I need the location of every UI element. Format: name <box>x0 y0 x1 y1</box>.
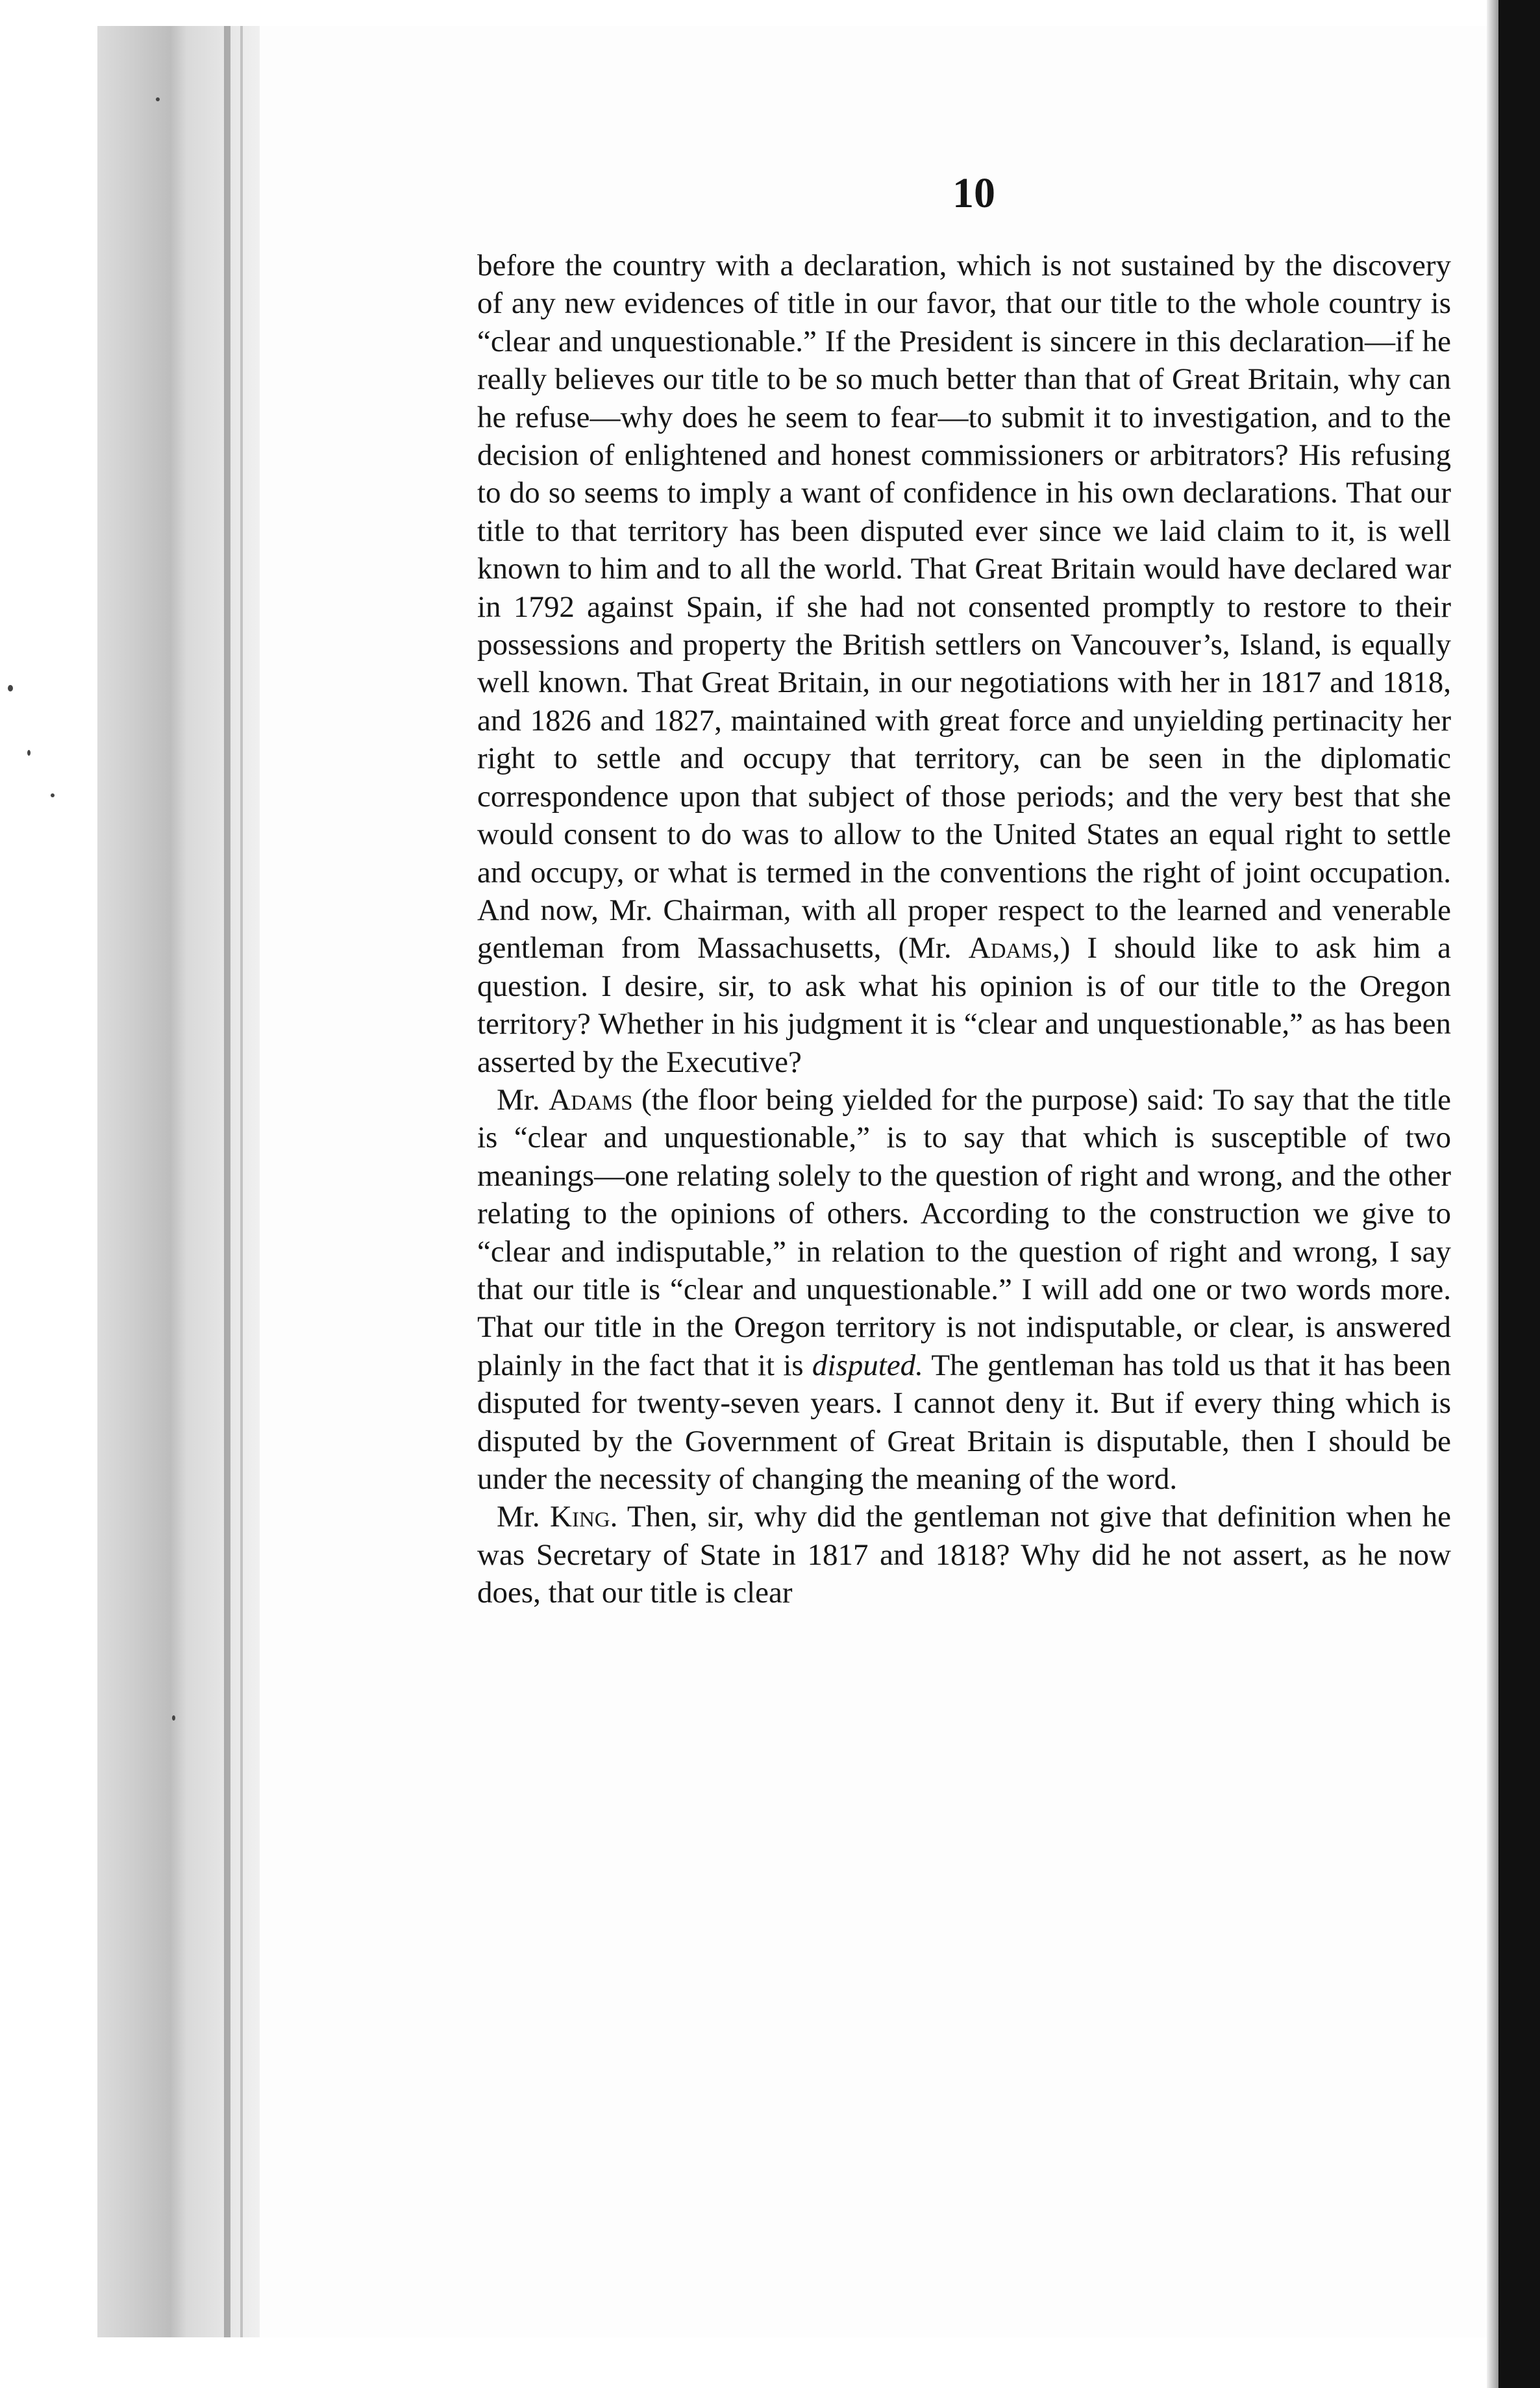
paragraph-1-text-a: before the country with a declaration, which is not sustained by the discovery of any new evidences of title in our favor, that our title to the whole country is “clear and unquestionable.” If the President is sincere in this declaration—if he really believes our title to be so much better than that of Great Britain, why can he refuse—why does he seem to fear—to submit it to investigation, and to the decision of enlightened and honest commissioners or arbitrators? His refusing to do so seems to imply a want of confidence in his own declarations. That our title to that territory has been disputed ever since we laid claim to it, is well known to him and to all the world. That Great Britain would have declared war in 1792 against Spain, if she had not consented promptly to restore to their possessions and property the British settlers on Vancouver’s, Island, is equally well known. That Great Britain, in our negotiations with her in 1817 and 1818, and 1826 and 1827, maintained with great force and unyielding pertinacity her right to settle and occupy that territory, can be seen in the diplomatic correspondence upon that subject of those periods; and the very best that she would consent to do was to allow to the United States an equal right to settle and occupy, or what is termed in the conventions the right of joint occupation. And now, Mr. Chairman, with all proper respect to the learned and venerable gentleman from Massachusetts, (Mr. <box>477 249 1451 965</box>
paragraph-3-text-a: Then, sir, why did the gentleman not give that definition when he was Secretary of State in 1817 and 1818? Why did he not assert, as he now does, that our title is clear <box>477 1500 1451 1610</box>
scan-speck <box>51 793 55 797</box>
paragraph-2 <box>477 1081 1451 1498</box>
body-text <box>477 247 1451 1612</box>
speaker-name-king: King. <box>550 1500 618 1534</box>
paragraph-2-text-a: (the floor being yielded for the purpose) said: To say that the title is “clear and unquestionable,” is to say that which is susceptible of two meanings—one relating solely to the question of right and wrong, and the other relating to the opinions of others. According to the construction we give to “clear and indisputable,” in relation to the question of right and wrong, I say that our title is “clear and unquestionable.” I will add one or two words more. That our title in the Oregon territory is not indisputable, or clear, is answered plainly in the fact that it is <box>477 1082 1452 1382</box>
scan-speck <box>156 97 160 101</box>
paragraph-3-lead: Mr. <box>497 1500 540 1534</box>
scanner-dark-margin <box>1498 0 1540 2388</box>
page-number: 10 <box>952 169 995 217</box>
speaker-name-adams: Adams <box>549 1082 633 1117</box>
scan-speck <box>8 685 13 691</box>
scan-speck <box>27 750 31 756</box>
book-binding-strip <box>97 26 260 2337</box>
paragraph-2-text-b: The gentleman has told us that it has been disputed for twenty-seven years. I cannot deny it. But if every thing which is disputed by the Government of Great Britain is disputable, then I should be under the necessity of changing the meaning of the word. <box>477 1348 1452 1496</box>
paragraph-2-lead: Mr. <box>497 1082 540 1117</box>
scan-speck <box>172 1715 175 1721</box>
paragraph-1 <box>477 247 1451 1081</box>
emphasized-word: disputed. <box>812 1348 923 1382</box>
page-edge-shadow <box>1487 0 1498 2388</box>
paragraph-1-text-b: ,) I should like to ask him a question. I desire, sir, to ask what his opinion is of our title to the Oregon territory? Whether in his judgment it is “clear and unquestionable,” as has been asserted by the Executive? <box>477 931 1451 1079</box>
speaker-name-adams: Adams <box>968 931 1052 965</box>
binding-fold-line-inner <box>240 26 243 2337</box>
binding-fold-line <box>224 26 230 2337</box>
paragraph-3 <box>477 1498 1451 1611</box>
